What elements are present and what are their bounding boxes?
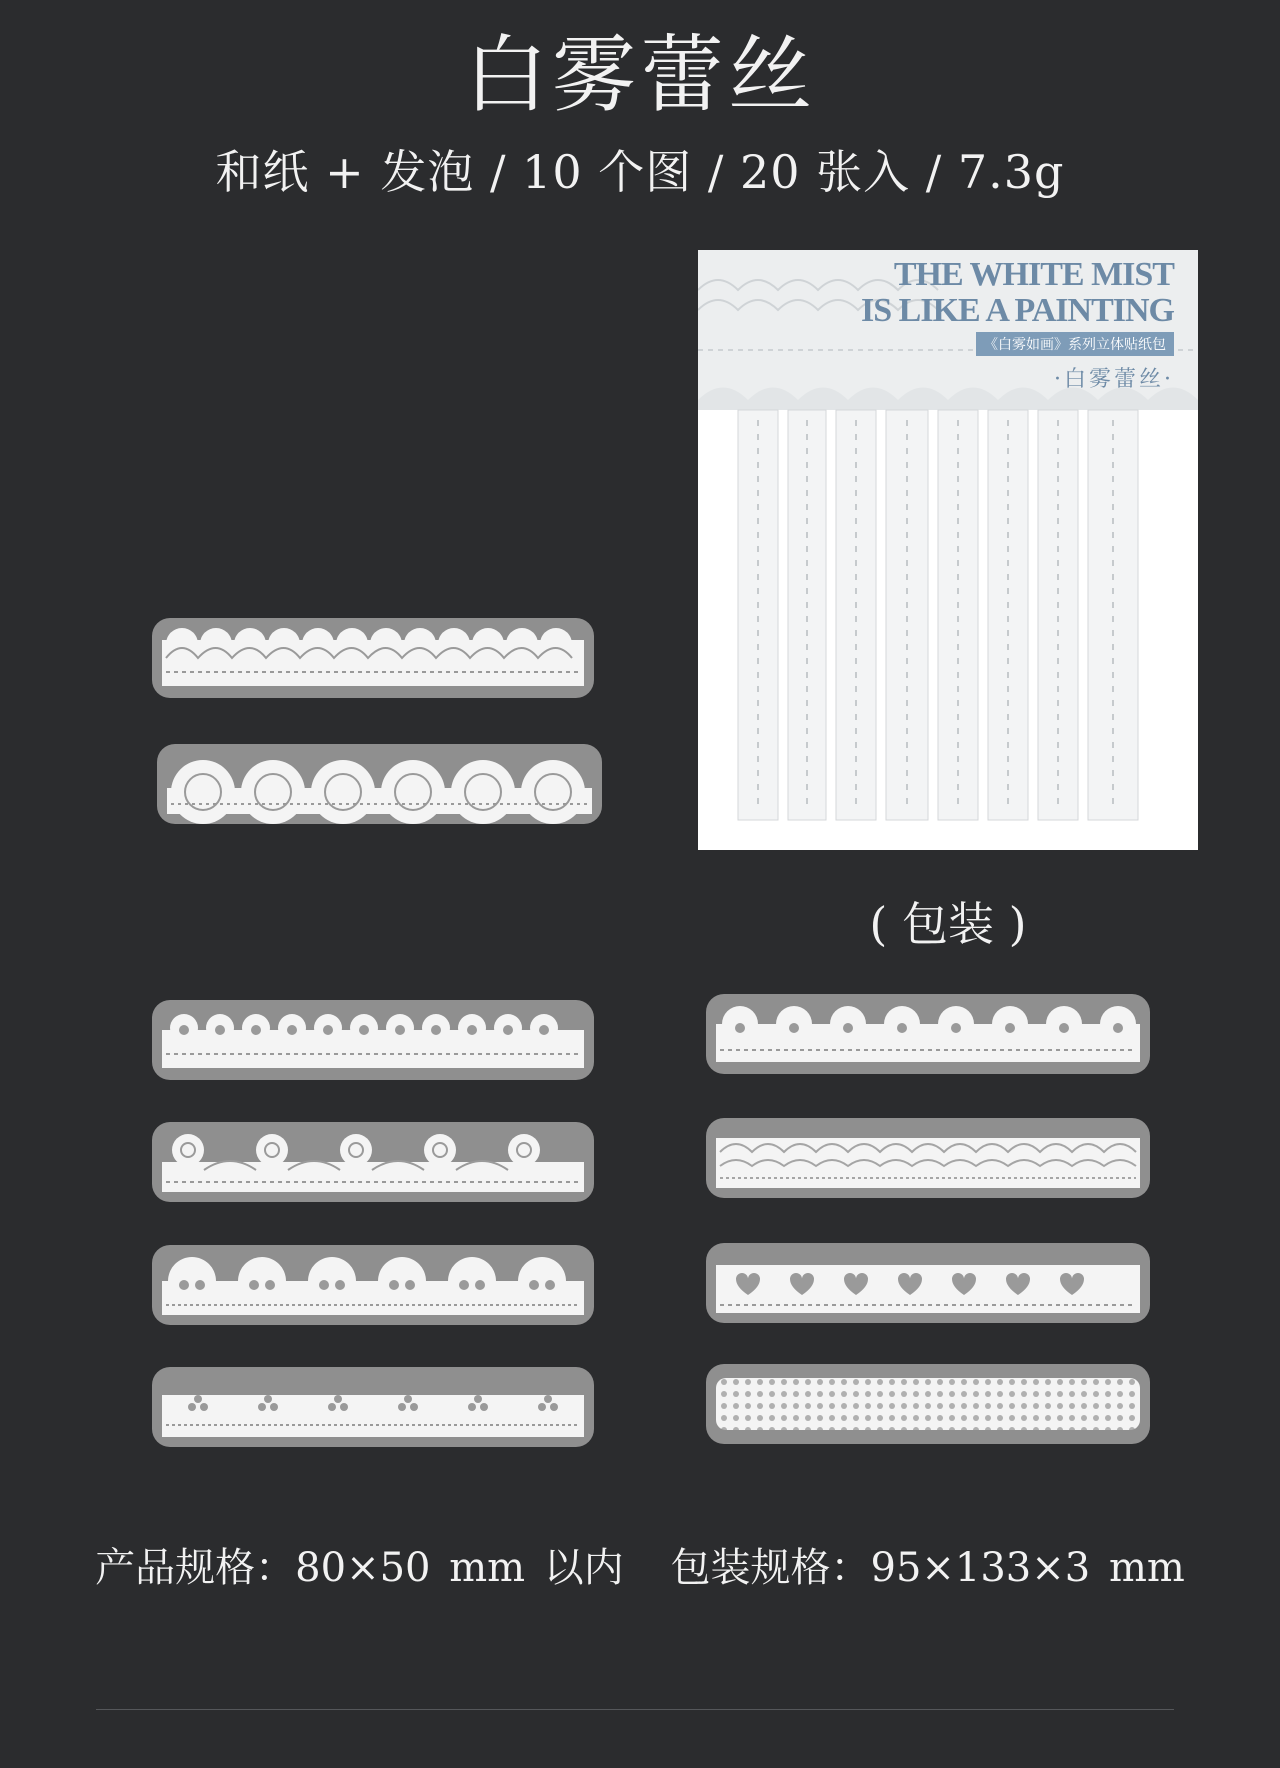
sticker-lace-heart-row	[152, 1000, 594, 1080]
sticker-lace-mesh-band	[706, 1364, 1150, 1444]
sticker-lace-heart-band	[706, 1243, 1150, 1323]
sticker-lace-loop-arch	[152, 1122, 594, 1202]
sticker-lace-flower-scallop	[706, 994, 1150, 1074]
package-image	[698, 250, 1198, 850]
product-size: 产品规格：80×50 mm 以内	[95, 1545, 624, 1591]
sticker-lace-dense-floral	[706, 1118, 1150, 1198]
package-name: ·白雾蕾丝·	[1054, 367, 1174, 392]
dimensions-line	[0, 1536, 1280, 1593]
sticker-lace-round-scallop	[157, 744, 602, 824]
sticker-lace-fan-scallop	[152, 618, 594, 698]
package-title-line1: THE WHITE MIST	[893, 256, 1174, 293]
package-title-line2: IS LIKE A PAINTING	[861, 292, 1174, 329]
spec-line: 和纸 + 发泡 / 10 个图 / 20 张入 / 7.3g	[215, 145, 1065, 199]
package-caption: ( 包装 )	[869, 897, 1027, 951]
package-series-label: 《白雾如画》系列立体贴纸包	[976, 332, 1174, 356]
sticker-lace-cloud-dots	[152, 1245, 594, 1325]
sticker-lace-flower-edge	[152, 1367, 594, 1447]
packaging-size: 包装规格：95×133×3 mm	[670, 1545, 1185, 1591]
page-title: 白雾蕾丝	[463, 26, 816, 124]
bottom-divider	[96, 1709, 1174, 1710]
